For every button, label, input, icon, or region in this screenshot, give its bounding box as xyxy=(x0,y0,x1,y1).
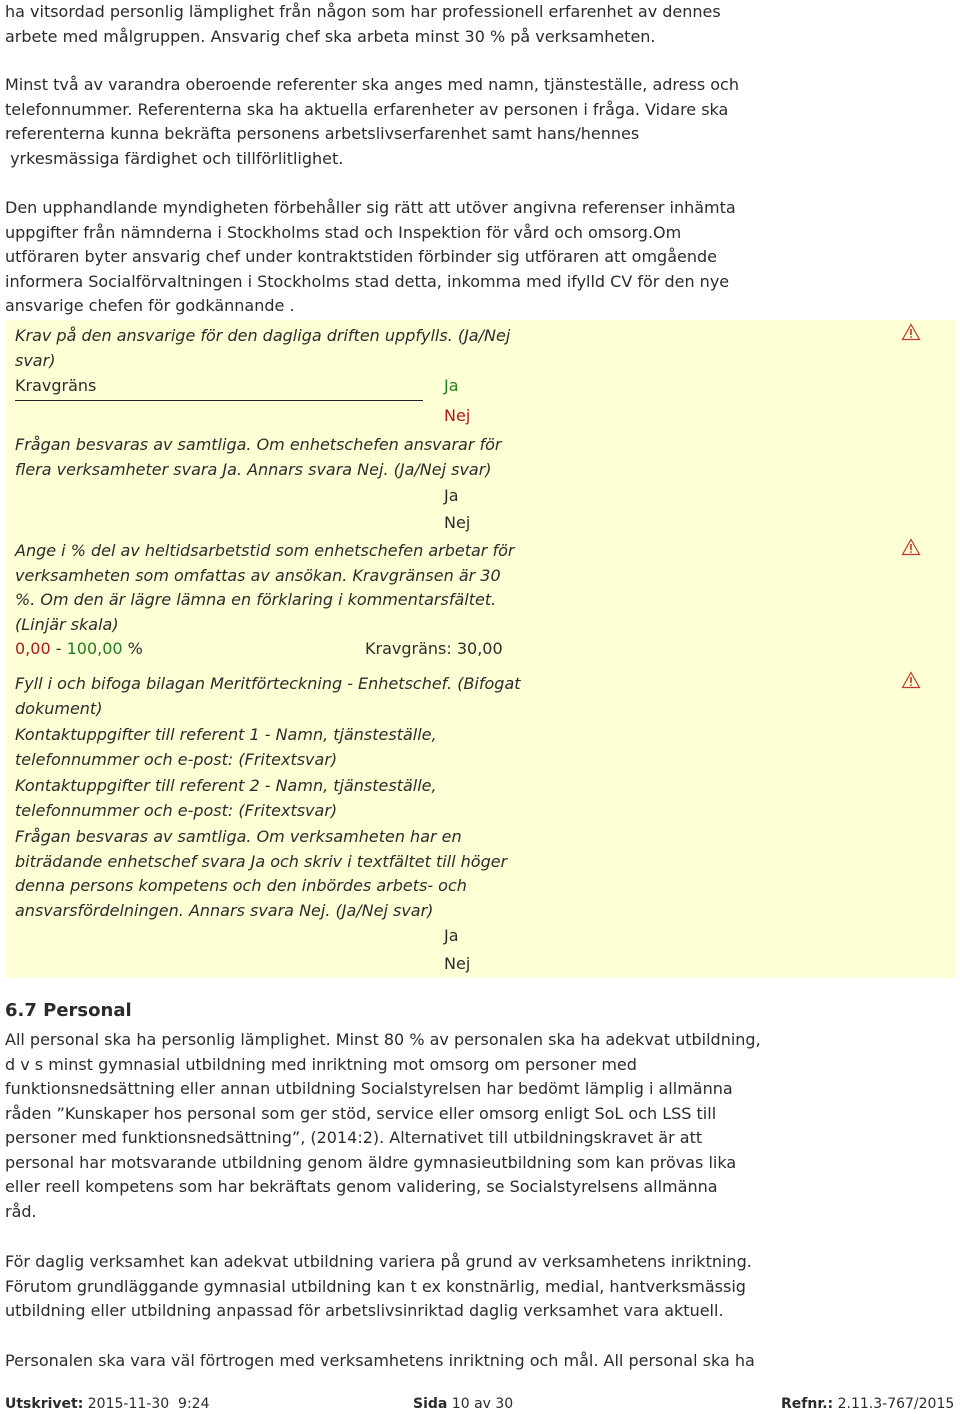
text-line: Ange i % del av heltidsarbetstid som enhetschefen arbetar för xyxy=(15,541,515,560)
text-line: utföraren byter ansvarig chef under kontraktstiden förbinder sig utföraren att omgående xyxy=(5,247,717,266)
text-line: Förutom grundläggande gymnasial utbildning kan t ex konstnärlig, medial, hantverksmässig xyxy=(5,1276,746,1296)
ref-label: Refnr.: xyxy=(781,1396,834,1412)
scale-max: 100,00 xyxy=(66,639,123,658)
kravgrans-label: Kravgräns xyxy=(15,376,97,395)
answer-yes[interactable]: Ja xyxy=(444,376,459,395)
scale-range xyxy=(15,637,143,661)
text-line: ansvarige chefen för godkännande . xyxy=(5,296,295,315)
printed-value: 2015-11-30 9:24 xyxy=(83,1396,210,1412)
text-line: råden ”Kunskaper hos personal som ger stöd, service eller omsorg enligt SoL och LSS till xyxy=(5,1103,717,1123)
text-line: arbete med målgruppen. Ansvarig chef ska arbeta minst 30 % på verksamheten. xyxy=(5,26,656,46)
text-line: Personalen ska vara väl förtrogen med verksamhetens inriktning och mål. All personal ska ha xyxy=(5,1351,755,1370)
answer-yes[interactable]: Ja xyxy=(444,486,459,505)
text-line: Frågan besvaras av samtliga. Om verksamheten har en xyxy=(15,827,462,846)
scale-separator: - xyxy=(50,639,67,658)
text-line: All personal ska ha personlig lämplighet. Minst 80 % av personalen ska ha adekvat utbildning, xyxy=(5,1030,761,1049)
intro-paragraph-1 xyxy=(5,0,805,49)
text-line: funktionsnedsättning eller annan utbildning Socialstyrelsen har bedömt lämplig i allmänna xyxy=(5,1079,733,1098)
text-line: dokument) xyxy=(15,698,103,718)
warning-icon xyxy=(901,323,921,341)
text-line: ansvarsfördelningen. Annars svara Nej. (Ja/Nej svar) xyxy=(15,900,434,920)
section-paragraph-2 xyxy=(5,1250,805,1324)
scale-kravgrans: Kravgräns: 30,00 xyxy=(365,639,503,658)
intro-paragraph-2 xyxy=(5,73,805,171)
intro-paragraph-3 xyxy=(5,196,805,319)
text-line: Den upphandlande myndigheten förbehåller sig rätt att utöver angivna referenser inhämta xyxy=(5,198,736,217)
scale-unit: % xyxy=(122,639,143,658)
text-line: denna persons kompetens och den inbördes arbets- och xyxy=(15,876,467,895)
text-line: informera Socialförvaltningen i Stockholms stad detta, inkomma med ifylld CV för den nye xyxy=(5,271,730,291)
text-line: För daglig verksamhet kan adekvat utbildning variera på grund av verksamhetens inriktning. xyxy=(5,1252,752,1271)
text-line: eller reell kompetens som har bekräftats genom validering, se Socialstyrelsens allmänna xyxy=(5,1177,718,1196)
text-line: personal har motsvarande utbildning genom äldre gymnasieutbildning som kan prövas lika xyxy=(5,1152,737,1172)
text-line: telefonnummer och e-post: (Fritextsvar) xyxy=(15,800,338,820)
text-line: Minst två av varandra oberoende referenter ska anges med namn, tjänsteställe, adress och xyxy=(5,75,739,94)
text-line: uppgifter från nämnderna i Stockholms stad och Inspektion för vård och omsorg.Om xyxy=(5,222,682,242)
section-heading: 6.7 Personal xyxy=(5,1000,132,1021)
text-line: svar) xyxy=(15,350,56,370)
question-referent-2 xyxy=(15,774,437,823)
text-line: yrkesmässiga färdighet och tillförlitlighet. xyxy=(5,148,344,168)
scale-min: 0,00 xyxy=(15,639,51,658)
question-deputy-manager xyxy=(15,825,507,923)
answer-yes[interactable]: Ja xyxy=(444,926,459,945)
footer-printed xyxy=(5,1394,209,1414)
ref-value: 2.11.3-767/2015 xyxy=(833,1396,955,1412)
question-cv-attachment xyxy=(15,672,521,721)
text-line: referenterna kunna bekräfta personens arbetslivserfarenhet samt hans/hennes xyxy=(5,124,640,143)
question-multiple-units xyxy=(15,433,502,482)
answer-no[interactable]: Nej xyxy=(444,954,471,973)
warning-icon xyxy=(901,538,921,556)
text-line: %. Om den är lägre lämna en förklaring i kommentarsfältet. xyxy=(15,590,497,609)
text-line: flera verksamheter svara Ja. Annars svara Nej. (Ja/Nej svar) xyxy=(15,459,492,479)
footer-ref xyxy=(781,1394,954,1414)
printed-label: Utskrivet: xyxy=(5,1396,84,1412)
warning-icon xyxy=(901,671,921,689)
text-line: Krav på den ansvarige för den dagliga driften uppfylls. (Ja/Nej xyxy=(15,326,511,345)
section-paragraph-3 xyxy=(5,1349,805,1374)
text-line: telefonnummer och e-post: (Fritextsvar) xyxy=(15,749,338,769)
section-paragraph-1 xyxy=(5,1028,805,1224)
text-line: biträdande enhetschef svara Ja och skriv i textfältet till höger xyxy=(15,851,508,871)
text-line: verksamheten som omfattas av ansökan. Kravgränsen är 30 xyxy=(15,565,501,585)
text-line: Fyll i och bifoga bilagan Meritförteckning - Enhetschef. (Bifogat xyxy=(15,674,521,693)
footer-page xyxy=(413,1394,513,1414)
question-referent-1 xyxy=(15,723,437,772)
text-line: Frågan besvaras av samtliga. Om enhetschefen ansvarar för xyxy=(15,435,502,454)
text-line: personer med funktionsnedsättning”, (2014:2). Alternativet till utbildningskravet är att xyxy=(5,1128,703,1147)
answer-no[interactable]: Nej xyxy=(444,513,471,532)
question-work-share xyxy=(15,539,514,637)
text-line: d v s minst gymnasial utbildning med inriktning mot omsorg om personer med xyxy=(5,1054,637,1074)
question-manager-requirement xyxy=(15,324,510,373)
kravgrans-line xyxy=(15,400,423,401)
text-line: råd. xyxy=(5,1201,37,1221)
text-line: Kontaktuppgifter till referent 1 - Namn, tjänsteställe, xyxy=(15,725,437,744)
text-line: ha vitsordad personlig lämplighet från någon som har professionell erfarenhet av dennes xyxy=(5,2,721,21)
answer-no[interactable]: Nej xyxy=(444,406,471,425)
page-value: 10 av 30 xyxy=(447,1396,514,1412)
page-label: Sida xyxy=(413,1396,448,1412)
text-line: utbildning eller utbildning anpassad för arbetslivsinriktad daglig verksamhet vara aktuell. xyxy=(5,1301,724,1320)
text-line: telefonnummer. Referenterna ska ha aktuella erfarenheter av personen i fråga. Vidare ska xyxy=(5,99,729,119)
text-line: Kontaktuppgifter till referent 2 - Namn, tjänsteställe, xyxy=(15,776,437,795)
text-line: (Linjär skala) xyxy=(15,614,119,634)
